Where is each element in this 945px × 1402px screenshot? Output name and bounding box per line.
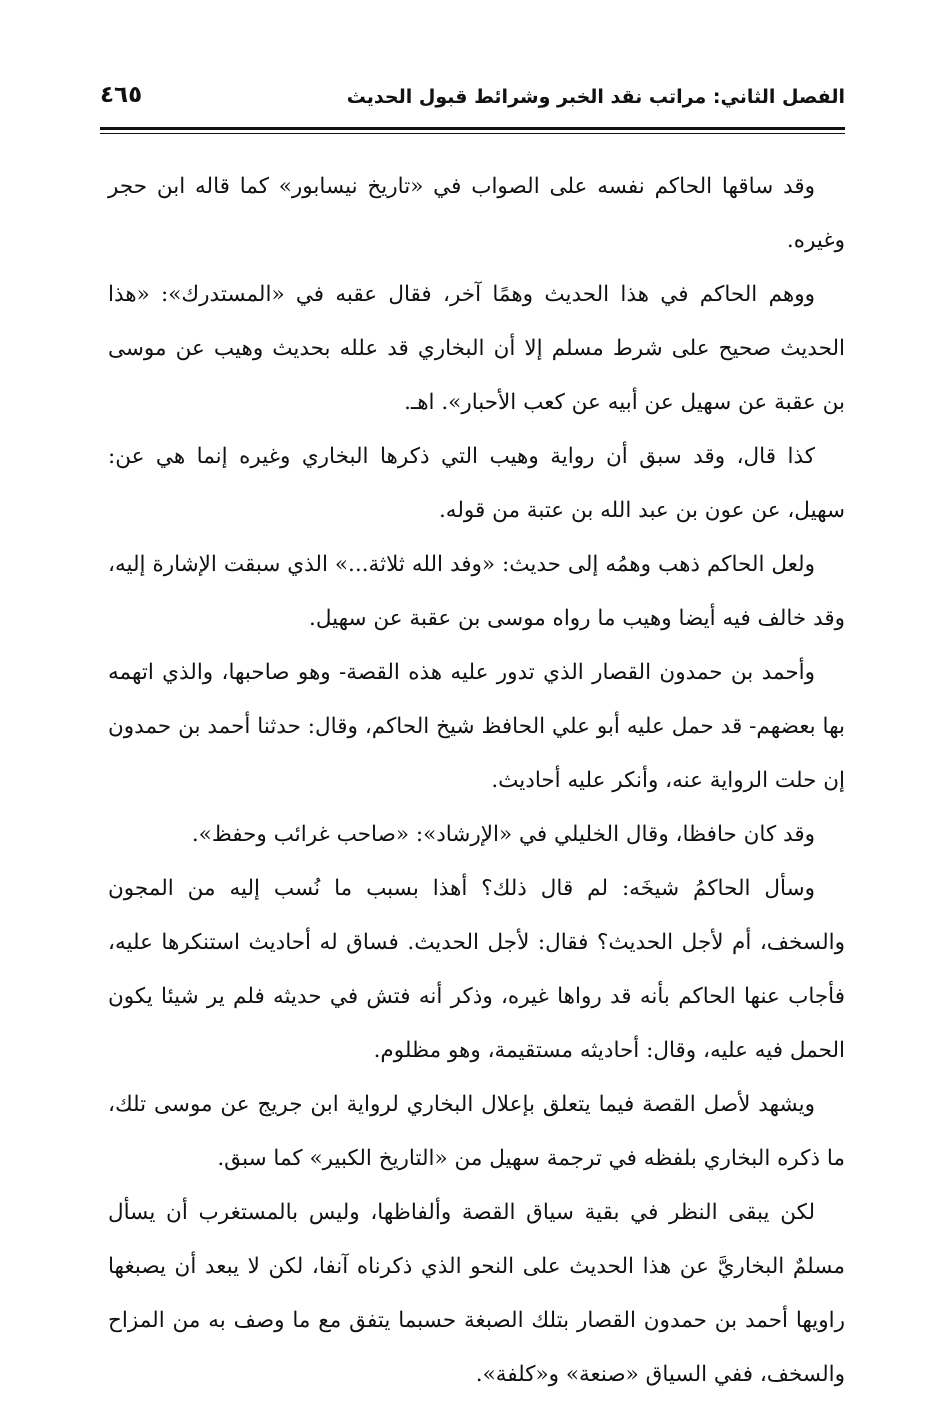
paragraph: وأحمد بن حمدون القصار الذي تدور عليه هذه القصة- وهو صاحبها، والذي اتهمه بها بعضهم- قد حمل عليه أبو علي الحافظ شيخ الحاكم، وقال: حدثنا أحمد بن حمدون إن حلت الرواية عنه، وأنكر عليه أحاديث. [108,660,845,793]
header-rule-thick [100,127,845,130]
paragraph: ولعل الحاكم ذهب وهمُه إلى حديث: «وفد الله ثلاثة...» الذي سبقت الإشارة إليه، وقد خالف فيه أيضا وهيب ما رواه موسى بن عقبة عن سهيل. [108,552,845,631]
paragraph: لكن يبقى النظر في بقية سياق القصة وألفاظها، وليس بالمستغرب أن يسأل مسلمٌ البخاريَّ عن هذا الحديث على النحو الذي ذكرناه آنفا، لكن لا يبعد أن يصبغها راويها أحمد بن حمدون القصار بتلك الصبغة حسبما يتفق مع ما وصف به من المزاح والسخف، ففي السياق «صنعة» و«كلفة». [108,1200,845,1387]
paragraph: وقد كان حافظا، وقال الخليلي في «الإرشاد»: «صاحب غرائب وحفظ». [191,822,815,847]
body-text [108,160,845,1402]
paragraph: كذا قال، وقد سبق أن رواية وهيب التي ذكرها البخاري وغيره إنما هي عن: سهيل، عن عون بن عبد الله بن عتبة من قوله. [108,444,845,523]
paragraph: ووهم الحاكم في هذا الحديث وهمًا آخر، فقال عقبه في «المستدرك»: «هذا الحديث صحيح على شرط مسلم إلا أن البخاري قد علله بحديث وهيب عن موسى بن عقبة عن سهيل عن أبيه عن كعب الأحبار». اهـ. [108,282,845,415]
paragraph: وقد ساقها الحاكم نفسه على الصواب في «تاريخ نيسابور» كما قاله ابن حجر وغيره. [108,174,845,253]
page-header [100,80,845,128]
page-number: ٤٦٥ [100,82,143,108]
header-rule-thin [100,133,845,134]
paragraph: وسأل الحاكمُ شيخَه: لم قال ذلك؟ أهذا بسبب ما نُسب إليه من المجون والسخف، أم لأجل الحديث؟ فقال: لأجل الحديث. فساق له أحاديث استنكرها عليه، فأجاب عنها الحاكم بأنه قد رواها غيره، وذكر أنه فتش في حديثه فلم ير شيئا يكون الحمل فيه عليه، وقال: أحاديثه مستقيمة، وهو مظلوم. [108,876,845,1063]
running-title: الفصل الثاني: مراتب نقد الخبر وشرائط قبول الحديث [346,86,845,108]
paragraph: ويشهد لأصل القصة فيما يتعلق بإعلال البخاري لرواية ابن جريج عن موسى تلك، ما ذكره البخاري بلفظه في ترجمة سهيل من «التاريخ الكبير» كما سبق. [108,1092,845,1171]
